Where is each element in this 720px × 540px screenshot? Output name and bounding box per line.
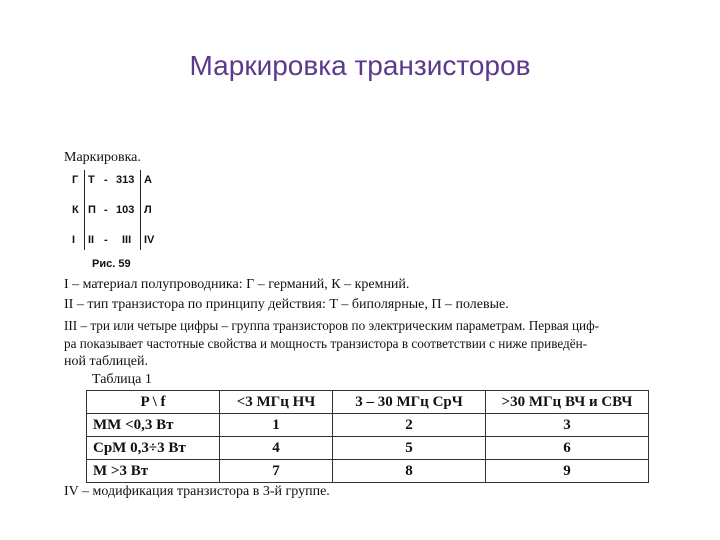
table-caption: Таблица 1	[92, 372, 152, 387]
figure-caption: Рис. 59	[92, 258, 131, 270]
marking-r1-c2: Т	[88, 174, 95, 186]
marking-r3-c3: -	[104, 234, 108, 246]
table-cell: 4	[220, 437, 333, 460]
marking-r2-c3: -	[104, 204, 108, 216]
frequency-power-table	[86, 390, 649, 483]
marking-r1-c3: -	[104, 174, 108, 186]
table-cell: 5	[333, 437, 486, 460]
paragraph-3-line-3: ной таблицей.	[64, 354, 148, 369]
marking-r3-c5: IV	[144, 234, 155, 246]
marking-diagram	[64, 170, 174, 250]
table-row-header: СрМ 0,3÷3 Вт	[87, 437, 220, 460]
table-cell: 9	[486, 460, 649, 483]
marking-r2-c4: 103	[116, 204, 135, 216]
marking-r3-c1: I	[72, 234, 76, 246]
marking-r2-c5: Л	[144, 204, 152, 216]
marking-r1-c5: А	[144, 174, 152, 186]
marking-r3-c4: III	[122, 234, 132, 246]
paragraph-2: II – тип транзистора по принципу действия: Т – биполярные, П – полевые.	[64, 297, 509, 312]
table-row-header: ММ <0,3 Вт	[87, 414, 220, 437]
marking-r3-c2: II	[88, 234, 95, 246]
marking-r1-c4: 313	[116, 174, 135, 186]
table-header-cell: 3 – 30 МГц СрЧ	[333, 391, 486, 414]
marking-r2-c1: К	[72, 204, 79, 216]
slide-title: Маркировка транзисторов	[189, 50, 531, 81]
marking-r2-c2: П	[88, 204, 96, 216]
table-cell: 1	[220, 414, 333, 437]
table-cell: 8	[333, 460, 486, 483]
table-cell: 7	[220, 460, 333, 483]
table-header-cell: >30 МГц ВЧ и СВЧ	[486, 391, 649, 414]
marking-r1-c1: Г	[72, 174, 79, 186]
table-header-cell: <3 МГц НЧ	[220, 391, 333, 414]
table-cell: 6	[486, 437, 649, 460]
table-cell: 3	[486, 414, 649, 437]
paragraph-3-line-2: ра показывает частотные свойства и мощность транзистора в соответствии с ниже приведён-	[64, 336, 588, 351]
marking-divider	[140, 170, 141, 250]
table-header-row	[87, 391, 649, 414]
paragraph-1: I – материал полупроводника: Г – германий, К – кремний.	[64, 277, 410, 292]
table-row	[87, 437, 649, 460]
paragraph-4: IV – модификация транзистора в 3-й группе.	[64, 484, 330, 499]
table-row-header: М >3 Вт	[87, 460, 220, 483]
table-header-cell: P \ f	[87, 391, 220, 414]
table-row	[87, 460, 649, 483]
table-row	[87, 414, 649, 437]
paragraph-3-line-1: III – три или четыре цифры – группа транзисторов по электрическим параметрам. Первая циф-	[64, 318, 600, 333]
doc-heading: Маркировка.	[64, 150, 141, 165]
table-cell: 2	[333, 414, 486, 437]
marking-divider	[84, 170, 85, 250]
